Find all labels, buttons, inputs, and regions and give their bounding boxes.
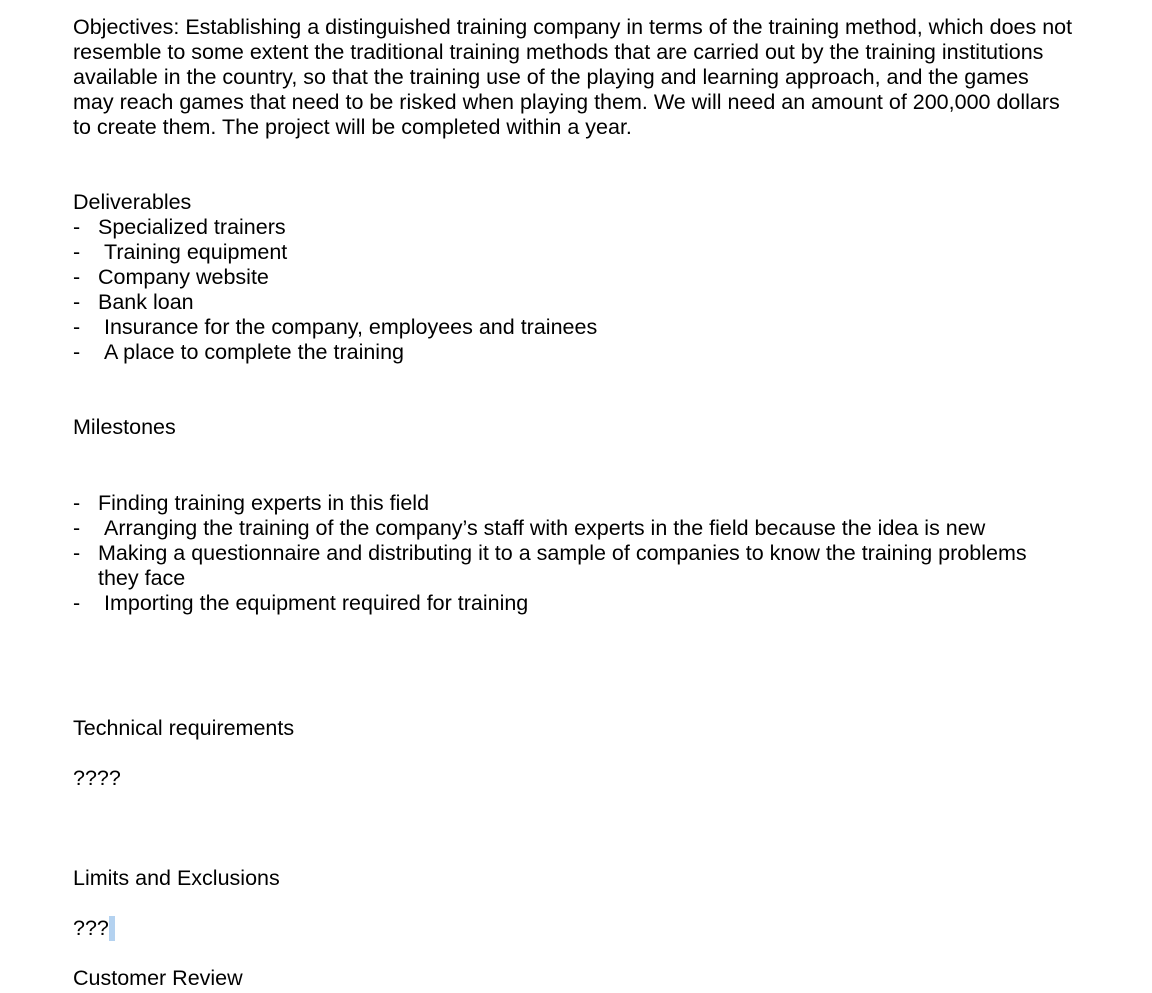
dash-bullet: -	[73, 315, 81, 339]
customer-review-heading: Customer Review	[73, 966, 243, 990]
list-item-text: Importing the equipment required for training	[104, 591, 529, 615]
list-item	[73, 265, 1073, 290]
dash-bullet: -	[73, 265, 81, 289]
list-item	[73, 215, 1073, 240]
limits-exclusions-heading: Limits and Exclusions	[73, 866, 280, 890]
technical-requirements-heading: Technical requirements	[73, 716, 295, 740]
dash-bullet: -	[73, 240, 81, 264]
milestones-heading: Milestones	[73, 415, 176, 439]
deliverables-heading: Deliverables	[73, 190, 192, 214]
deliverables-list	[73, 215, 1073, 365]
list-item	[73, 491, 1073, 516]
dash-bullet: -	[73, 340, 81, 364]
dash-bullet: -	[73, 541, 81, 565]
list-item-text: Insurance for the company, employees and trainees	[104, 315, 598, 339]
milestones-list	[73, 491, 1073, 616]
list-item-text: Arranging the training of the company’s staff with experts in the field because the idea is new	[104, 516, 986, 540]
list-item-text: Bank loan	[98, 290, 194, 314]
list-item-text: Making a questionnaire and distributing it to a sample of companies to know the training problems they face	[98, 541, 1027, 590]
limits-exclusions-line[interactable]	[73, 916, 1073, 941]
dash-bullet: -	[73, 591, 81, 615]
list-item	[73, 516, 1073, 541]
document-body[interactable]	[73, 15, 1073, 991]
limits-exclusions-text: ???	[73, 916, 109, 940]
list-item	[73, 290, 1073, 315]
list-item	[73, 315, 1073, 340]
list-item-text: A place to complete the training	[104, 340, 404, 364]
dash-bullet: -	[73, 516, 81, 540]
list-item	[73, 240, 1073, 265]
dash-bullet: -	[73, 215, 81, 239]
text-selection-highlight[interactable]	[109, 916, 115, 941]
list-item	[73, 591, 1073, 616]
list-item-text: Training equipment	[104, 240, 288, 264]
dash-bullet: -	[73, 290, 81, 314]
list-item-text: Company website	[98, 265, 269, 289]
list-item-text: Specialized trainers	[98, 215, 286, 239]
objectives-paragraph: Objectives: Establishing a distinguished training company in terms of the training method, which does not resemble to some extent the traditional training methods that are carried out by the training institutions available in the country, so that the training use of the playing and learning approach, and the games may reach games that need to be risked when playing them. We will need an amount of 200,000 dollars to create them. The project will be completed within a year.	[73, 15, 1073, 139]
technical-requirements-text: ????	[73, 766, 121, 790]
list-item	[73, 340, 1073, 365]
dash-bullet: -	[73, 491, 81, 515]
list-item-text: Finding training experts in this field	[98, 491, 430, 515]
list-item	[73, 541, 1073, 591]
